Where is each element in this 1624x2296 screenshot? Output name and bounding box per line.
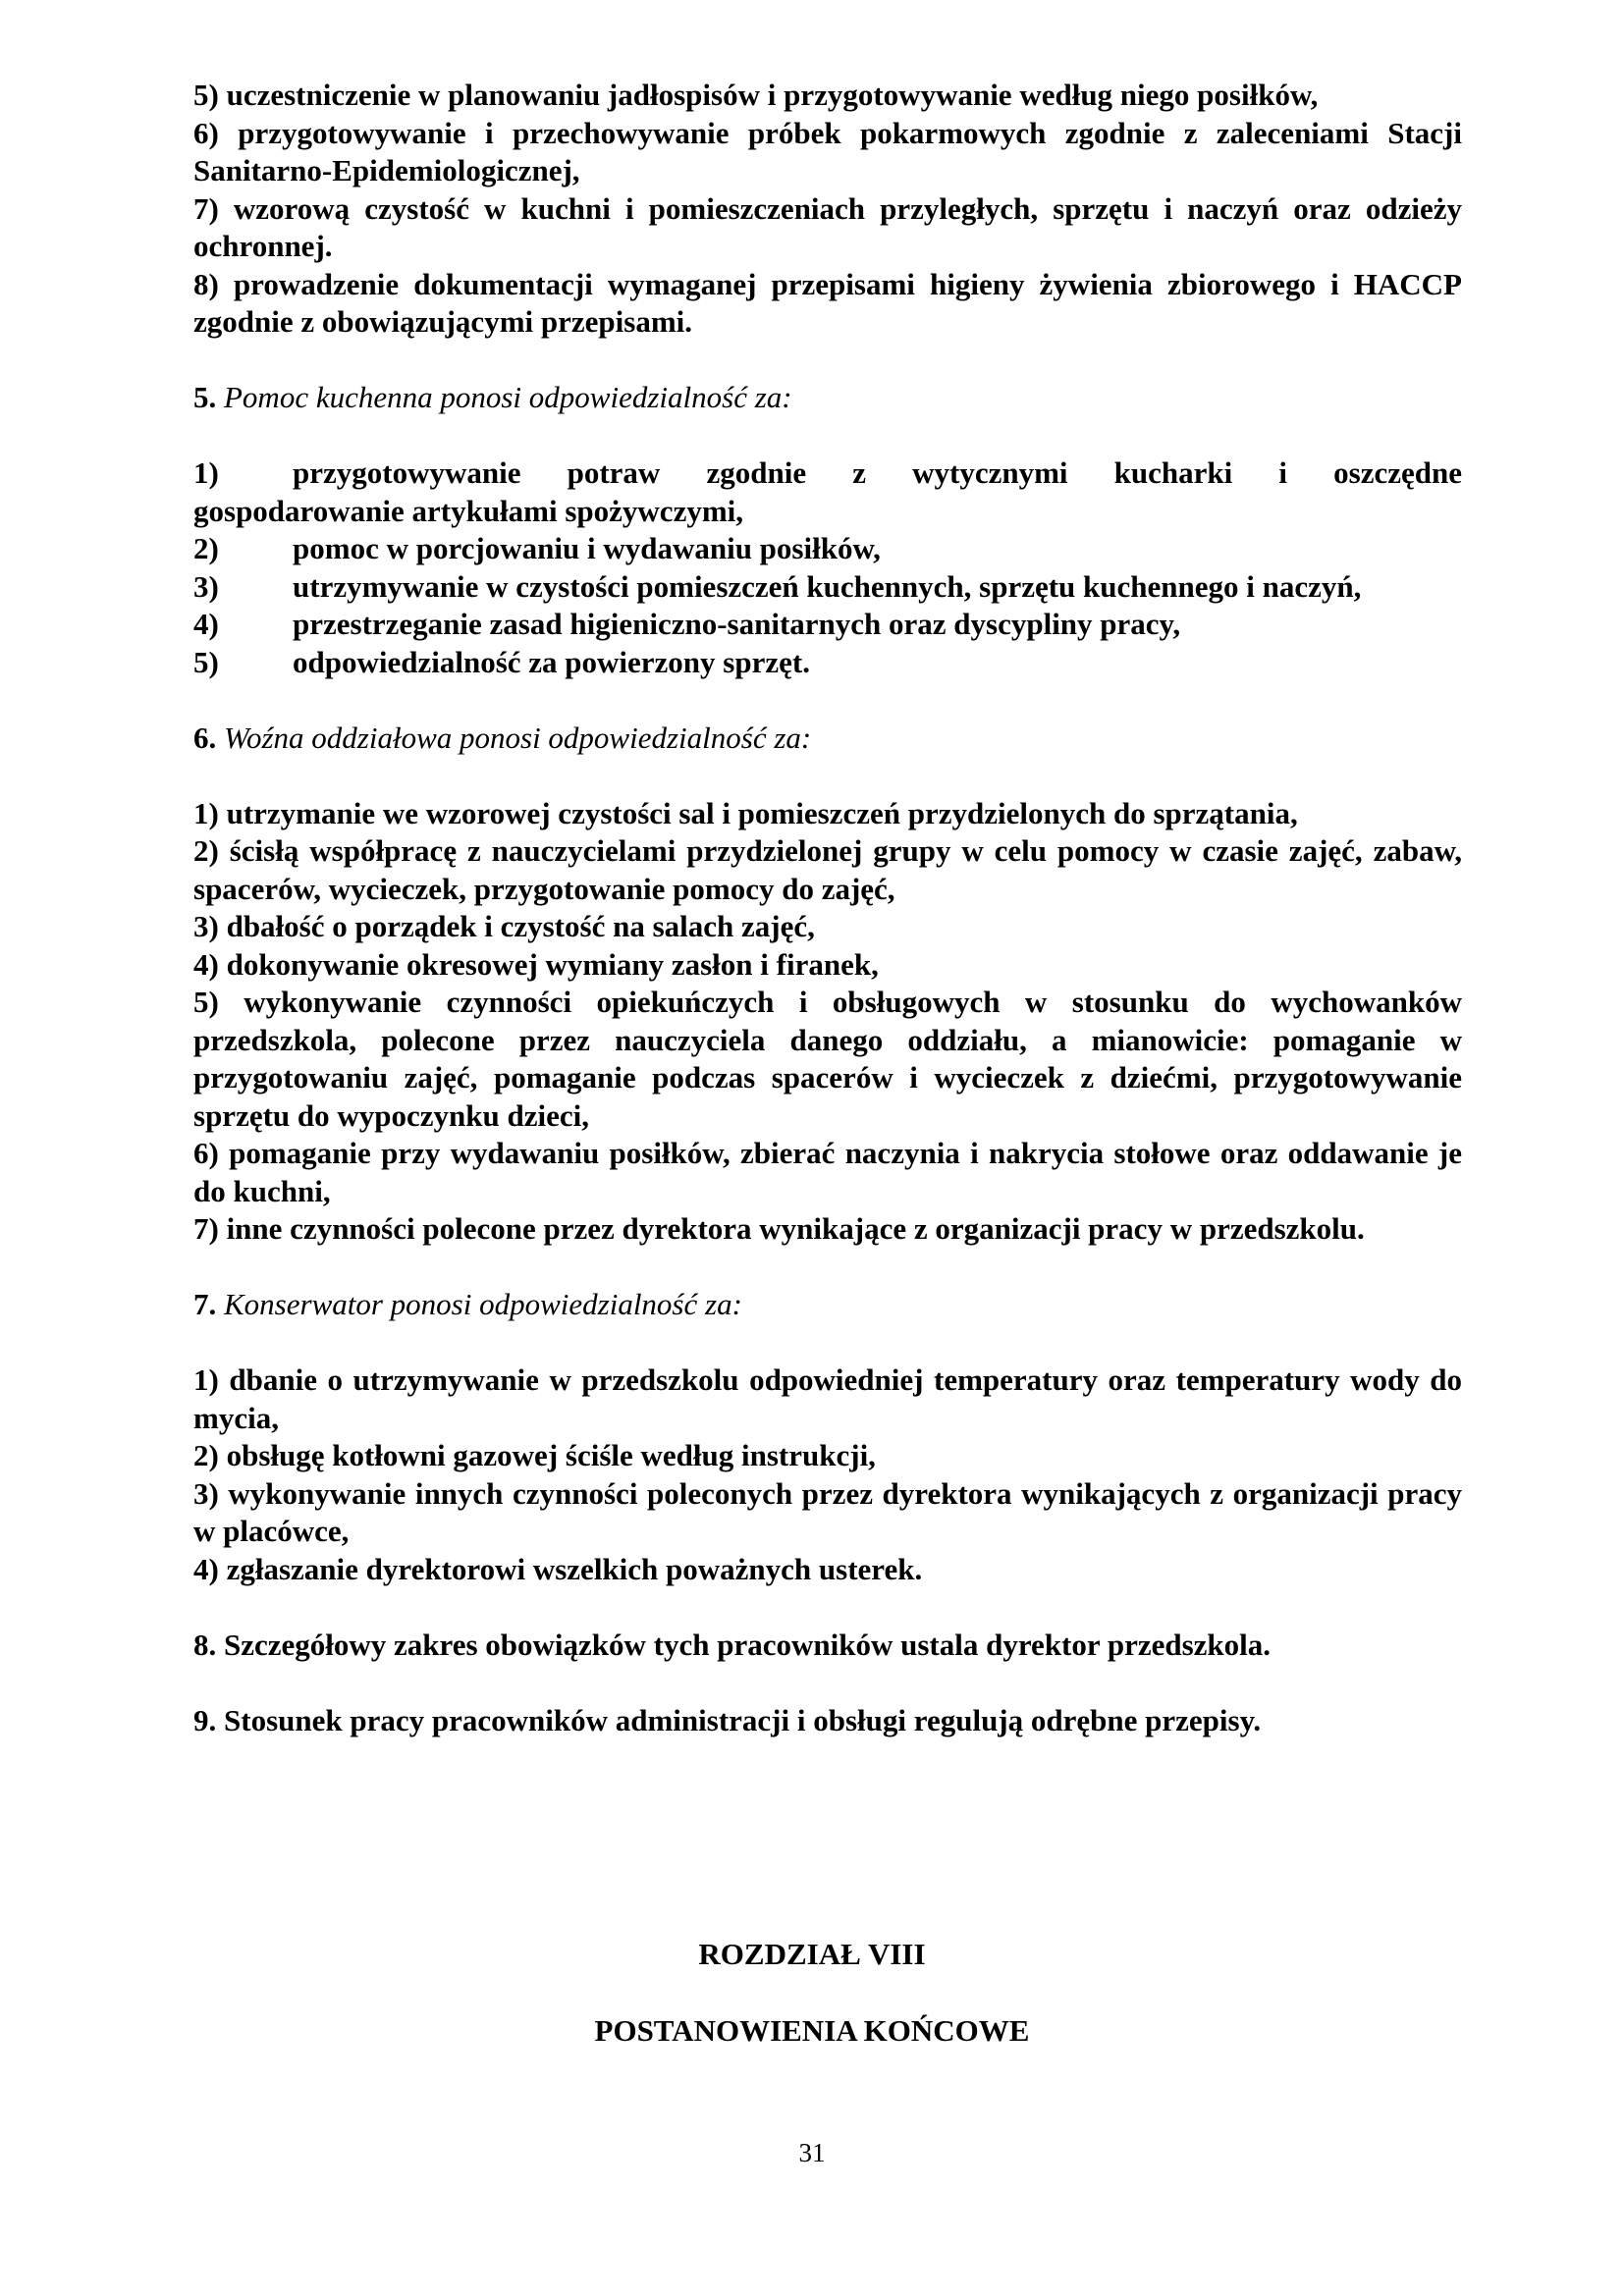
intro-item-5: 5) uczestniczenie w planowaniu jadłospisów i przygotowywanie według niego posiłków, — [193, 78, 1319, 112]
section-7-heading — [193, 1286, 1462, 1324]
chapter-title: POSTANOWIENIA KOŃCOWE — [594, 2013, 1030, 2048]
section-6-item-3: 3) dbałość o porządek i czystość na salach zajęć, — [193, 909, 815, 943]
section-6-item-5: 5) wykonywanie czynności opiekuńczych i obsługowych w stosunku do wychowanków przedszkola, polecone przez nauczyciela danego oddziału, a mianowicie: pomaganie w przygotowaniu zajęć, pomaganie podczas spacerów i wycieczek z dziećmi, przygotowywanie sprzętu do wypoczynku dzieci, — [193, 985, 1462, 1133]
section-6-item-4: 4) dokonywanie okresowej wymiany zasłon i firanek, — [193, 946, 879, 982]
section-6-item-7: 7) inne czynności polecone przez dyrektora wynikające z organizacji pracy w przedszkolu. — [193, 1211, 1365, 1246]
section-6-item-1: 1) utrzymanie we wzorowej czystości sal i pomieszczeń przydzielonych do sprzątania, — [193, 795, 1298, 830]
section-6-title: Woźna oddziałowa ponosi odpowiedzialność za: — [224, 720, 812, 755]
section-5-item-2: 2) pomoc w porcjowaniu i wydawaniu posiłków, — [193, 531, 881, 565]
chapter-number: ROZDZIAŁ VIII — [698, 1937, 926, 1971]
intro-item-8: 8) prowadzenie dokumentacji wymaganej przepisami higieny żywienia zbiorowego i HACCP zgodnie z obowiązującymi przepisami. — [193, 266, 1462, 339]
page-number: 31 — [798, 2138, 826, 2167]
section-5-item-5: 5) odpowiedzialność za powierzony sprzęt. — [193, 644, 810, 679]
section-5-number: 5. — [193, 380, 224, 414]
section-5-heading — [193, 379, 1462, 417]
section-5-item-3: 3) utrzymywanie w czystości pomieszczeń kuchennych, sprzętu kuchennego i naczyń, — [193, 568, 1362, 604]
section-5-item-1-continuation: gospodarowanie artykułami spożywczymi, — [193, 493, 744, 528]
section-7-title: Konserwator ponosi odpowiedzialność za: — [224, 1287, 742, 1321]
section-6-item-2: 2) ścisłą współpracę z nauczycielami przydzielonej grupy w celu pomocy w czasie zajęć, zabaw, spacerów, wycieczek, przygotowanie pomocy do zajęć, — [193, 833, 1462, 906]
section-7-item-1: 1) dbanie o utrzymywanie w przedszkolu odpowiedniej temperatury oraz temperatury wody do mycia, — [193, 1362, 1462, 1435]
section-7-number: 7. — [193, 1287, 224, 1321]
section-5-item-1: 1) przygotowywanie potraw zgodnie z wytycznymi kucharki i oszczędne — [193, 455, 1462, 490]
intro-item-6: 6) przygotowywanie i przechowywanie próbek pokarmowych zgodnie z zaleceniami Stacji Sanitarno-Epidemiologicznej, — [193, 115, 1462, 187]
section-6-item-6: 6) pomaganie przy wydawaniu posiłków, zbierać naczynia i nakrycia stołowe oraz oddawanie je do kuchni, — [193, 1136, 1462, 1208]
section-5-item-4: 4) przestrzeganie zasad higieniczno-sanitarnych oraz dyscypliny pracy, — [193, 607, 1181, 641]
section-8: 8. Szczegółowy zakres obowiązków tych pracowników ustala dyrektor przedszkola. — [193, 1627, 1272, 1662]
section-6-number: 6. — [193, 720, 224, 755]
section-7-item-3: 3) wykonywanie innych czynności poleconych przez dyrektora wynikających z organizacji pracy w placówce, — [193, 1475, 1462, 1548]
section-5-title: Pomoc kuchenna ponosi odpowiedzialność za: — [224, 380, 792, 414]
section-9: 9. Stosunek pracy pracowników administracji i obsługi regulują odrębne przepisy. — [193, 1702, 1262, 1737]
intro-item-7: 7) wzorową czystość w kuchni i pomieszczeniach przyległych, sprzętu i naczyń oraz odzieży ochronnej. — [193, 190, 1462, 263]
section-7-item-4: 4) zgłaszanie dyrektorowi wszelkich poważnych usterek. — [193, 1551, 923, 1586]
section-7-item-2: 2) obsługę kotłowni gazowej ściśle według instrukcji, — [193, 1438, 876, 1472]
document-body — [193, 77, 1462, 1739]
section-6-heading — [193, 720, 1462, 758]
